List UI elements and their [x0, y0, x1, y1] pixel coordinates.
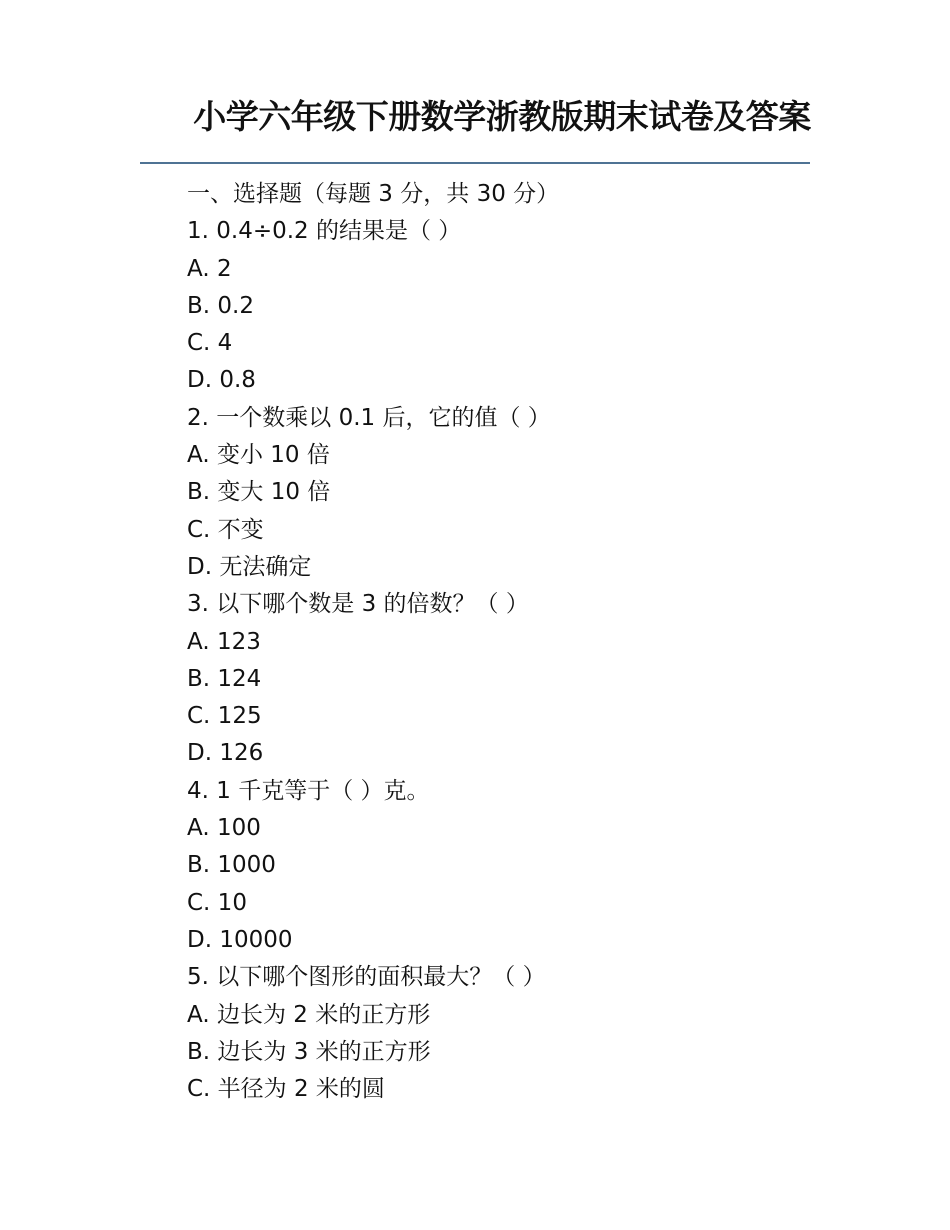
section-heading: 一、选择题（每题 3 分，共 30 分）	[187, 181, 560, 207]
title-block	[140, 97, 811, 164]
question-stem: 1. 0.4÷0.2 的结果是（ ）	[187, 218, 462, 245]
question-stem: 3. 以下哪个数是 3 的倍数？（ ）	[187, 591, 529, 618]
option-b: B. 124	[187, 665, 262, 692]
option-a: A. 边长为 2 米的正方形	[187, 1001, 431, 1028]
option-b: B. 1000	[187, 852, 276, 879]
option-d: D. 0.8	[187, 367, 256, 394]
option-d: D. 无法确定	[187, 553, 312, 580]
option-a: A. 2	[187, 255, 232, 282]
option-a: A. 123	[187, 628, 261, 655]
option-c: C. 半径为 2 米的圆	[187, 1076, 385, 1103]
option-c: C. 125	[187, 703, 262, 730]
question-stem: 2. 一个数乘以 0.1 后，它的值（ ）	[187, 404, 551, 431]
option-b: B. 边长为 3 米的正方形	[187, 1038, 431, 1065]
option-d: D. 126	[187, 740, 264, 767]
option-b: B. 0.2	[187, 292, 254, 319]
document-body	[187, 176, 827, 1108]
question-3	[187, 586, 827, 772]
option-c: C. 10	[187, 889, 247, 916]
option-c: C. 不变	[187, 516, 264, 543]
question-1	[187, 213, 827, 399]
question-2	[187, 400, 827, 586]
question-stem: 5. 以下哪个图形的面积最大？（ ）	[187, 964, 546, 991]
option-b: B. 变大 10 倍	[187, 479, 331, 506]
option-c: C. 4	[187, 330, 233, 357]
question-5	[187, 959, 827, 1108]
option-a: A. 100	[187, 815, 261, 842]
page-title: 小学六年级下册数学浙教版期末试卷及答案	[193, 97, 811, 136]
question-4	[187, 773, 827, 959]
question-stem: 4. 1 千克等于（ ）克。	[187, 777, 430, 804]
option-d: D. 10000	[187, 926, 293, 953]
option-a: A. 变小 10 倍	[187, 442, 330, 469]
